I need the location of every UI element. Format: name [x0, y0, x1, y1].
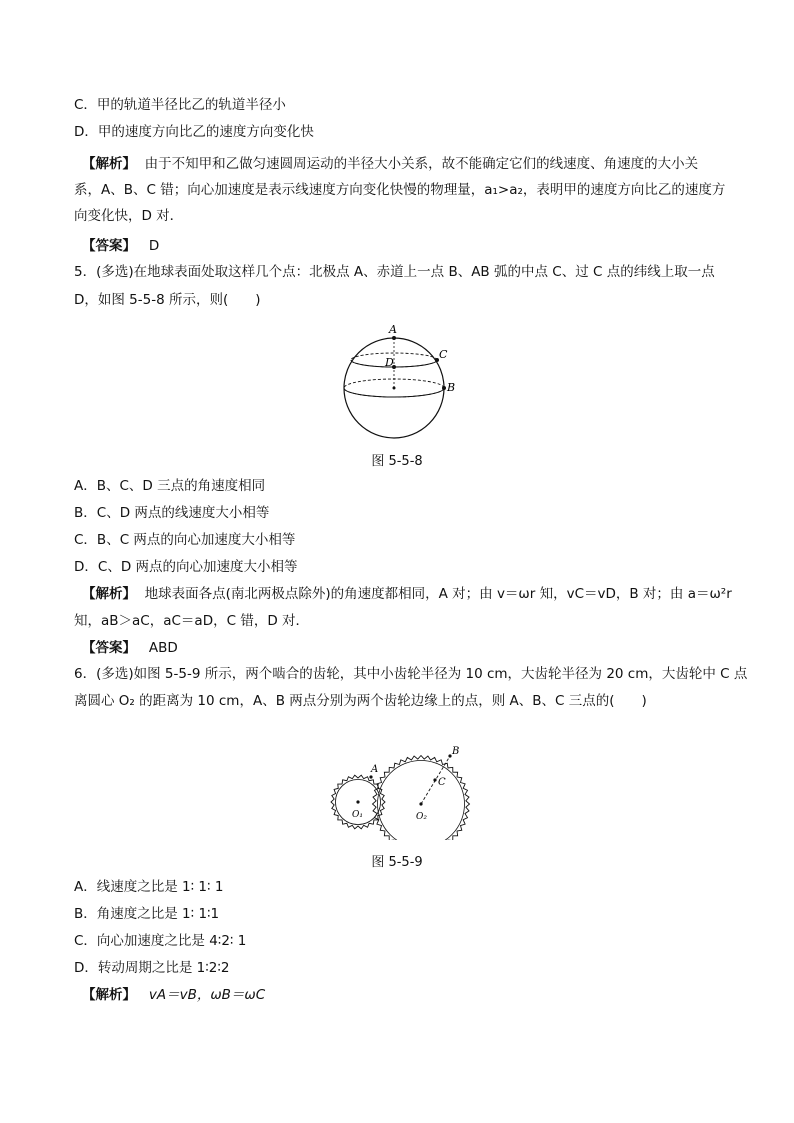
point-a	[392, 336, 396, 340]
point-o1	[356, 800, 359, 803]
analysis-text: vA＝vB，ωB＝ωC	[148, 987, 266, 1003]
q4-answer	[82, 236, 159, 256]
q4-option-c: C．甲的轨道半径比乙的轨道半径小	[74, 97, 286, 113]
label-o2: O₂	[416, 812, 427, 822]
point-c	[433, 778, 436, 781]
q4-analysis-line-1	[82, 154, 698, 174]
q5-option-d: D．C、D 两点的向心加速度大小相等	[74, 559, 298, 575]
label-b: B	[452, 746, 460, 757]
gear-pitch-circle	[378, 761, 465, 841]
q4-option-d: D．甲的速度方向比乙的速度方向变化快	[74, 124, 314, 140]
answer-value: ABD	[148, 640, 178, 656]
q6-option-d: D．转动周期之比是 1∶2∶2	[74, 960, 230, 976]
analysis-text: 由于不知甲和乙做匀速圆周运动的半径大小关系，故不能确定它们的线速度、角速度的大小关	[144, 156, 699, 172]
q4-analysis-line-2: 系，A、B、C 错；向心加速度是表示线速度方向变化快慢的物理量，a₁>a₂，表明甲的速度方向比乙的速度方	[74, 182, 726, 198]
q6-option-a: A．线速度之比是 1∶ 1∶ 1	[74, 879, 224, 895]
label-a: A	[389, 323, 397, 336]
label-b: B	[447, 381, 456, 394]
q5-analysis-line-2: 知，aB＞aC，aC＝aD，C 错，D 对．	[74, 613, 310, 629]
point-a	[369, 775, 372, 778]
q4-analysis-line-3: 向变化快，D 对．	[74, 208, 184, 224]
analysis-label: 【解析】	[82, 156, 136, 172]
sphere-center	[393, 387, 396, 390]
point-o2	[419, 802, 422, 805]
label-d: D	[385, 356, 394, 369]
label-o1: O₁	[352, 810, 363, 820]
q6-analysis-line-1	[82, 985, 265, 1005]
figure-5-5-9-caption: 图 5-5-9	[371, 855, 423, 870]
q5-option-c: C．B、C 两点的向心加速度大小相等	[74, 532, 296, 548]
answer-value: D	[148, 238, 160, 254]
label-c: C	[438, 777, 446, 788]
q5-analysis-line-1	[82, 584, 732, 604]
q5-stem-line-1: 5．(多选)在地球表面处取这样几个点：北极点 A、赤道上一点 B、AB 弧的中点 C、过 C 点的纬线上取一点	[74, 264, 715, 280]
analysis-label: 【解析】	[82, 987, 136, 1003]
q5-option-b: B．C、D 两点的线速度大小相等	[74, 505, 270, 521]
label-a: A	[371, 764, 379, 775]
gear-teeth-outline	[373, 756, 470, 841]
figure-5-5-8-sphere	[330, 318, 460, 443]
figure-5-5-8-caption: 图 5-5-8	[371, 454, 423, 469]
point-b	[442, 386, 446, 390]
analysis-label: 【解析】	[82, 586, 136, 602]
q6-option-c: C．向心加速度之比是 4∶2∶ 1	[74, 933, 247, 949]
answer-label: 【答案】	[82, 640, 136, 656]
figure-5-5-9-gears	[325, 740, 475, 840]
q6-stem-line-1: 6．(多选)如图 5-5-9 所示，两个啮合的齿轮，其中小齿轮半径为 10 cm，大齿轮半径为 20 cm，大齿轮中 C 点	[74, 666, 748, 682]
q5-answer	[82, 638, 178, 658]
q6-stem-line-2: 离圆心 O₂ 的距离为 10 cm，A、B 两点分别为两个齿轮边缘上的点，则 A、B、C 三点的( )	[74, 693, 647, 709]
answer-label: 【答案】	[82, 238, 136, 254]
q5-option-a: A．B、C、D 三点的角速度相同	[74, 478, 266, 494]
q6-option-b: B．角速度之比是 1∶ 1∶1	[74, 906, 220, 922]
analysis-text: 地球表面各点(南北两极点除外)的角速度都相同，A 对；由 v＝ωr 知，vC＝vD，B 对；由 a＝ω²r	[144, 586, 732, 602]
q5-stem-line-2: D，如图 5-5-8 所示，则( )	[74, 292, 261, 308]
big-gear	[373, 756, 470, 841]
label-c: C	[439, 348, 448, 361]
